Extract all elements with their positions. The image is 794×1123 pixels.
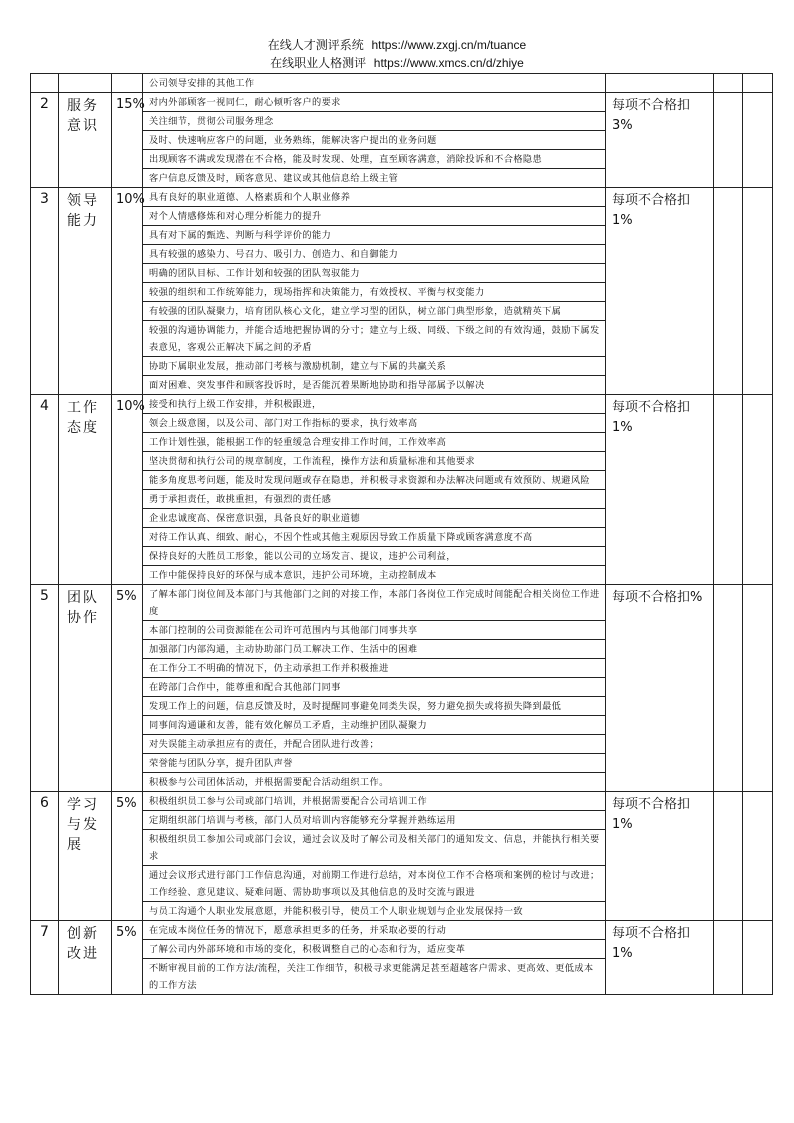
section-deduction: 每项不合格扣 1% xyxy=(606,395,714,585)
criteria-row xyxy=(31,93,773,112)
criteria-row xyxy=(31,395,773,414)
item-text: 加强部门内部沟通，主动协助部门员工解决工作、生活中的困难 xyxy=(143,640,606,659)
section-number: 3 xyxy=(31,188,59,395)
cell-score-1 xyxy=(714,74,743,93)
item-text: 在跨部门合作中，能尊重和配合其他部门同事 xyxy=(143,678,606,697)
section-name: 工作态度 xyxy=(59,395,112,585)
item-text: 积极参与公司团体活动，并根据需要配合活动组织工作。 xyxy=(143,773,606,792)
header-label-2: 在线职业人格测评 xyxy=(270,56,367,70)
header-label-1: 在线人才测评系统 xyxy=(267,38,364,52)
item-text: 对待工作认真、细致、耐心，不因个性或其他主观原因导致工作质量下降或顾客满意度不高 xyxy=(143,528,606,547)
criteria-row xyxy=(31,585,773,621)
item-text: 有较强的团队凝聚力，培育团队核心文化，建立学习型的团队，树立部门典型形象，造就精英下属 xyxy=(143,302,606,321)
score-cell-1 xyxy=(714,395,743,585)
section-deduction: 每项不合格扣 1% xyxy=(606,792,714,921)
section-weight: 15% xyxy=(112,93,143,188)
header-url-1[interactable]: https://www.zxgj.cn/m/tuance xyxy=(371,38,527,52)
criteria-row xyxy=(31,792,773,811)
item-text: 对个人情感修炼和对心理分析能力的提升 xyxy=(143,207,606,226)
item-text: 通过会议形式进行部门工作信息沟通，对前期工作进行总结，对本岗位工作不合格项和案例的检讨与改进；工作经验、意见建议、疑难问题、需协助事项以及其他信息的及时交流与跟进 xyxy=(143,866,606,902)
criteria-row xyxy=(31,188,773,207)
item-text: 与员工沟通个人职业发展意愿，并能积极引导，使员工个人职业规划与企业发展保持一致 xyxy=(143,902,606,921)
continuation-row xyxy=(31,74,773,93)
score-cell-1 xyxy=(714,921,743,995)
section-weight: 5% xyxy=(112,792,143,921)
section-number: 5 xyxy=(31,585,59,792)
section-deduction: 每项不合格扣% xyxy=(606,585,714,792)
item-text: 具有较强的感染力、号召力、吸引力、创造力、和自御能力 xyxy=(143,245,606,264)
cell-weight xyxy=(112,74,143,93)
section-weight: 10% xyxy=(112,395,143,585)
item-text: 及时、快速响应客户的问题，业务熟练，能解决客户提出的业务问题 xyxy=(143,131,606,150)
cell-num xyxy=(31,74,59,93)
score-cell-2 xyxy=(743,93,773,188)
item-text: 了解本部门岗位间及本部门与其他部门之间的对接工作，本部门各岗位工作完成时间能配合相关岗位工作进度 xyxy=(143,585,606,621)
score-cell-2 xyxy=(743,395,773,585)
evaluation-table xyxy=(30,73,773,995)
item-text: 面对困难、突发事件和顾客投诉时，是否能沉着果断地协助和指导部属予以解决 xyxy=(143,376,606,395)
section-name: 服务意识 xyxy=(59,93,112,188)
item-text: 能多角度思考问题，能及时发现问题或存在隐患，并积极寻求资源和办法解决问题或有效预防、规避风险 xyxy=(143,471,606,490)
item-text: 本部门控制的公司资源能在公司许可范围内与其他部门同事共享 xyxy=(143,621,606,640)
item-text: 明确的团队目标、工作计划和较强的团队驾驭能力 xyxy=(143,264,606,283)
item-text: 不断审视目前的工作方法/流程，关注工作细节，积极寻求更能满足甚至超越客户需求、更高效、更低成本的工作方法 xyxy=(143,959,606,995)
item-text: 工作计划性强，能根据工作的轻重缓急合理安排工作时间，工作效率高 xyxy=(143,433,606,452)
item-text: 积极组织员工参加公司或部门会议，通过会议及时了解公司及相关部门的通知发文、信息，并能执行相关要求 xyxy=(143,830,606,866)
item-text: 勇于承担责任，敢挑重担，有强烈的责任感 xyxy=(143,490,606,509)
item-text: 领会上级意图，以及公司、部门对工作指标的要求，执行效率高 xyxy=(143,414,606,433)
section-weight: 10% xyxy=(112,188,143,395)
item-text: 对内外部顾客一视同仁，耐心倾听客户的要求 xyxy=(143,93,606,112)
section-number: 7 xyxy=(31,921,59,995)
item-text: 荣誉能与团队分享，提升团队声誉 xyxy=(143,754,606,773)
item-text: 同事间沟通谦和友善，能有效化解员工矛盾，主动维护团队凝聚力 xyxy=(143,716,606,735)
item-text: 坚决贯彻和执行公司的规章制度，工作流程，操作方法和质量标准和其他要求 xyxy=(143,452,606,471)
item-text: 在工作分工不明确的情况下，仍主动承担工作并积极推进 xyxy=(143,659,606,678)
item-text: 积极组织员工参与公司或部门培训，并根据需要配合公司培训工作 xyxy=(143,792,606,811)
item-text: 在完成本岗位任务的情况下，愿意承担更多的任务，并采取必要的行动 xyxy=(143,921,606,940)
section-name: 学习与发展 xyxy=(59,792,112,921)
section-deduction: 每项不合格扣 3% xyxy=(606,93,714,188)
score-cell-1 xyxy=(714,792,743,921)
section-number: 2 xyxy=(31,93,59,188)
cell-name xyxy=(59,74,112,93)
cell-score-2 xyxy=(743,74,773,93)
score-cell-1 xyxy=(714,93,743,188)
item-text: 出现顾客不满或发现潜在不合格，能及时发现、处理，直至顾客满意，消除投诉和不合格隐患 xyxy=(143,150,606,169)
item-text: 接受和执行上级工作安排，并积极跟进， xyxy=(143,395,606,414)
score-cell-2 xyxy=(743,585,773,792)
score-cell-1 xyxy=(714,585,743,792)
section-deduction: 每项不合格扣 1% xyxy=(606,188,714,395)
header-line-2 xyxy=(0,55,794,71)
section-name: 创新改进 xyxy=(59,921,112,995)
item-text: 保持良好的大胜员工形象，能以公司的立场发言、提议，违护公司利益， xyxy=(143,547,606,566)
item-text: 工作中能保持良好的环保与成本意识，违护公司环境，主动控制成本 xyxy=(143,566,606,585)
score-cell-2 xyxy=(743,792,773,921)
item-text: 了解公司内外部环境和市场的变化，积极调整自己的心态和行为，适应变革 xyxy=(143,940,606,959)
item-text: 定期组织部门培训与考核，部门人员对培训内容能够充分掌握并熟练运用 xyxy=(143,811,606,830)
cell-deduction xyxy=(606,74,714,93)
item-text: 关注细节，贯彻公司服务理念 xyxy=(143,112,606,131)
item-text: 客户信息反馈及时，顾客意见、建议或其他信息给上级主管 xyxy=(143,169,606,188)
score-cell-1 xyxy=(714,188,743,395)
item-text: 发现工作上的问题，信息反馈及时，及时提醒同事避免同类失误，努力避免损失或将损失降到最低 xyxy=(143,697,606,716)
item-text: 协助下属职业发展，推动部门考核与激励机制，建立与下属的共赢关系 xyxy=(143,357,606,376)
item-text: 较强的沟通协调能力，并能合适地把握协调的分寸；建立与上级、同级、下级之间的有效沟通，鼓励下属发表意见，客观公正解决下属之间的矛盾 xyxy=(143,321,606,357)
section-deduction: 每项不合格扣 1% xyxy=(606,921,714,995)
item-text: 公司领导安排的其他工作 xyxy=(143,74,606,93)
section-name: 团队协作 xyxy=(59,585,112,792)
item-text: 较强的组织和工作统筹能力，现场指挥和决策能力，有效授权、平衡与权变能力 xyxy=(143,283,606,302)
header-line-1 xyxy=(0,37,794,53)
score-cell-2 xyxy=(743,188,773,395)
score-cell-2 xyxy=(743,921,773,995)
item-text: 具有良好的职业道德、人格素质和个人职业修养 xyxy=(143,188,606,207)
criteria-row xyxy=(31,921,773,940)
item-text: 对失误能主动承担应有的责任，并配合团队进行改善； xyxy=(143,735,606,754)
section-number: 6 xyxy=(31,792,59,921)
section-weight: 5% xyxy=(112,585,143,792)
section-weight: 5% xyxy=(112,921,143,995)
section-name: 领导能力 xyxy=(59,188,112,395)
section-number: 4 xyxy=(31,395,59,585)
item-text: 企业忠诚度高、保密意识强，具备良好的职业道德 xyxy=(143,509,606,528)
header-url-2[interactable]: https://www.xmcs.cn/d/zhiye xyxy=(373,56,524,70)
item-text: 具有对下属的甄选、判断与科学评价的能力 xyxy=(143,226,606,245)
